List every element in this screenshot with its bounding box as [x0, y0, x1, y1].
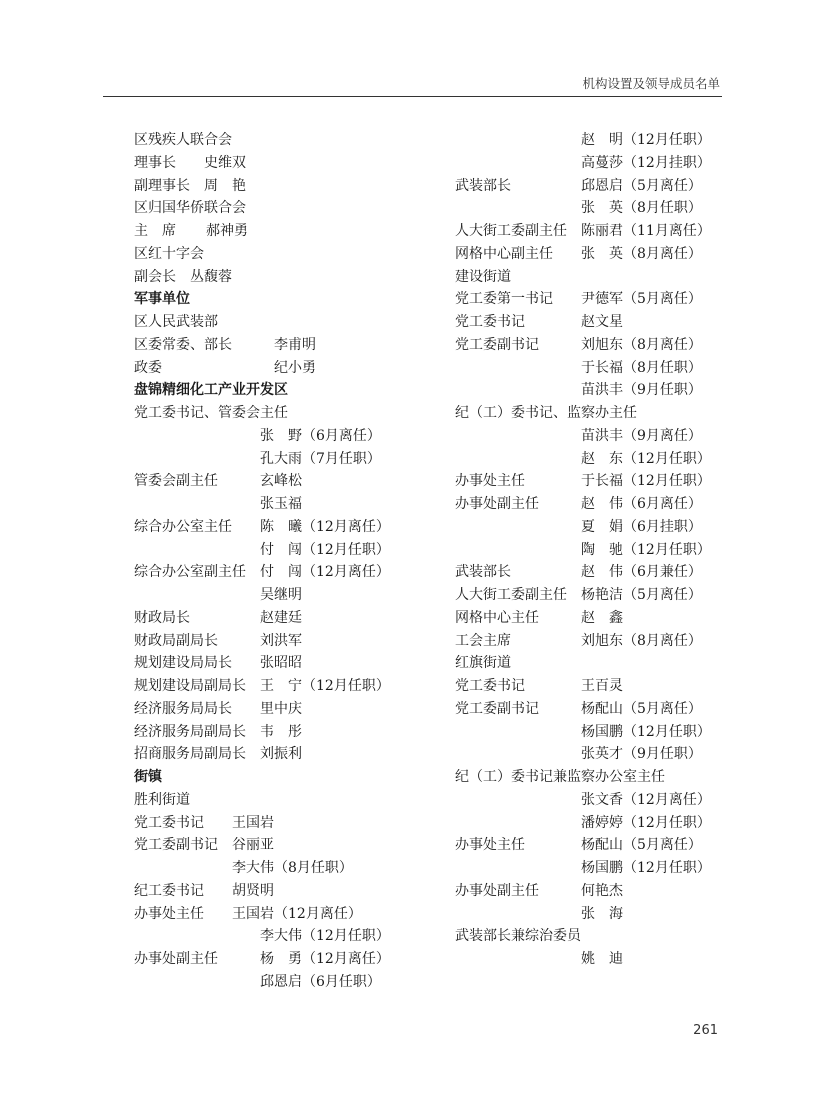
- person-name: 杨国鹏（12月任职）: [581, 723, 711, 740]
- running-header-title: 机构设置及领导成员名单: [582, 76, 720, 91]
- position-title: 人大街工委副主任: [455, 223, 567, 239]
- position-title: 区归国华侨联合会: [134, 200, 246, 217]
- roster-row: [134, 311, 434, 334]
- roster-row: [455, 698, 725, 721]
- person-name: 张英才（9月任职）: [581, 746, 702, 763]
- position-title: 建设街道: [455, 268, 511, 285]
- position-title: 盘锦精细化工产业开发区: [134, 382, 288, 399]
- position-title: 党工委书记: [134, 814, 204, 831]
- roster-row: [134, 834, 434, 857]
- position-title: 办事处主任: [134, 905, 204, 922]
- position-title: 办事处主任: [455, 837, 525, 854]
- position-title: 副会长: [134, 268, 176, 285]
- position-title: 财政局长: [134, 609, 190, 626]
- person-name: 李大伟（12月任职）: [260, 928, 390, 945]
- person-name: 杨艳洁（5月离任）: [581, 587, 702, 603]
- person-name: 刘旭东（8月离任）: [581, 336, 702, 353]
- roster-row: [455, 834, 725, 857]
- person-name: 赵 伟（6月兼任）: [581, 564, 702, 581]
- roster-row: [455, 379, 725, 402]
- roster-row: [455, 584, 725, 607]
- person-name: 刘旭东（8月离任）: [581, 632, 702, 649]
- roster-row: [455, 561, 725, 584]
- roster-row: [455, 880, 725, 903]
- roster-row: [455, 493, 725, 516]
- roster-row: [134, 516, 434, 539]
- person-name: 李大伟（8月任职）: [232, 860, 353, 876]
- roster-row: [455, 425, 725, 448]
- roster-row: [455, 175, 725, 198]
- left-column: [134, 129, 434, 994]
- roster-row: [455, 903, 725, 926]
- person-name: 张 野（6月离任）: [260, 427, 381, 444]
- person-name: 赵文星: [581, 314, 623, 330]
- person-name: 里中庆: [260, 700, 302, 717]
- position-title: 办事处副主任: [455, 496, 539, 512]
- person-name: 张 英（8月离任）: [581, 245, 702, 262]
- person-name: 于长福（8月任职）: [581, 359, 702, 376]
- person-name: 赵 明（12月任职）: [581, 132, 711, 148]
- roster-row: [134, 971, 434, 994]
- roster-row: [134, 561, 434, 584]
- position-title: 党工委副书记: [134, 837, 218, 854]
- position-title: 财政局副局长: [134, 632, 218, 649]
- person-name: 张玉福: [260, 496, 302, 512]
- roster-row: [455, 857, 725, 880]
- roster-row: [455, 357, 725, 380]
- person-name: 杨国鹏（12月任职）: [581, 860, 711, 876]
- position-title: 规划建设局副局长: [134, 678, 246, 694]
- person-name: 付 闯（12月任职）: [260, 541, 390, 558]
- roster-row: [455, 402, 725, 425]
- person-name: 高蔓莎（12月挂职）: [581, 154, 711, 171]
- roster-row: [134, 721, 434, 744]
- roster-row: [455, 129, 725, 152]
- roster-row: [455, 925, 725, 948]
- person-name: 孔大雨（7月任职）: [260, 450, 381, 467]
- person-name: 夏 娟（6月挂职）: [581, 518, 702, 535]
- roster-row: [455, 607, 725, 630]
- position-title: 区委常委、部长: [134, 336, 232, 353]
- roster-row: [134, 493, 434, 516]
- roster-row: [455, 539, 725, 562]
- person-name: 郝神勇: [206, 223, 248, 239]
- person-name: 纪小勇: [274, 359, 316, 376]
- person-name: 姚 迪: [581, 951, 623, 967]
- position-title: 武装部长兼综治委员: [455, 928, 581, 945]
- person-name: 苗洪丰（9月离任）: [581, 427, 702, 444]
- roster-row: [455, 675, 725, 698]
- position-title: 武装部长: [455, 177, 511, 194]
- roster-row: [455, 789, 725, 812]
- position-title: 区人民武装部: [134, 314, 218, 330]
- roster-row: [134, 675, 434, 698]
- person-name: 赵 东（12月任职）: [581, 450, 711, 467]
- position-title: 综合办公室主任: [134, 518, 232, 535]
- position-title: 管委会副主任: [134, 473, 218, 490]
- person-name: 张 英（8月任职）: [581, 200, 702, 217]
- position-title: 主 席: [134, 223, 176, 239]
- person-name: 陶 驰（12月任职）: [581, 541, 711, 558]
- roster-row: [134, 425, 434, 448]
- person-name: 赵 伟（6月离任）: [581, 496, 702, 512]
- roster-row: [134, 630, 434, 653]
- roster-row: [455, 311, 725, 334]
- header-divider: [103, 96, 722, 97]
- person-name: 潘婷婷（12月任职）: [581, 814, 711, 831]
- roster-row: [455, 948, 725, 971]
- roster-row: [134, 402, 434, 425]
- position-title: 纪工委书记: [134, 882, 204, 899]
- roster-row: [134, 448, 434, 471]
- person-name: 史维双: [204, 154, 246, 171]
- position-title: 纪（工）委书记兼监察办公室主任: [455, 769, 665, 785]
- roster-row: [455, 652, 725, 675]
- roster-row: [134, 539, 434, 562]
- position-title: 街镇: [134, 769, 162, 785]
- roster-row: [134, 357, 434, 380]
- position-title: 党工委书记、管委会主任: [134, 405, 288, 421]
- roster-row: [134, 152, 434, 175]
- person-name: 刘振利: [260, 746, 302, 763]
- roster-row: [455, 812, 725, 835]
- position-title: 网格中心主任: [455, 609, 539, 626]
- position-title: 网格中心副主任: [455, 245, 553, 262]
- roster-row: [134, 948, 434, 971]
- roster-row: [134, 880, 434, 903]
- roster-row: [134, 175, 434, 198]
- roster-row: [134, 743, 434, 766]
- person-name: 邱恩启（6月任职）: [260, 973, 381, 990]
- person-name: 玄峰松: [260, 473, 302, 490]
- position-title: 综合办公室副主任: [134, 564, 246, 581]
- position-title: 党工委书记: [455, 678, 525, 694]
- roster-row: [455, 220, 725, 243]
- roster-row: [455, 630, 725, 653]
- roster-row: [134, 334, 434, 357]
- person-name: 李甫明: [274, 336, 316, 353]
- roster-row: [455, 766, 725, 789]
- roster-row: [134, 812, 434, 835]
- roster-row: [134, 220, 434, 243]
- position-title: 办事处副主任: [455, 882, 539, 899]
- person-name: 谷丽亚: [232, 837, 274, 854]
- person-name: 杨配山（5月离任）: [581, 837, 702, 854]
- person-name: 杨配山（5月离任）: [581, 700, 702, 717]
- roster-row: [134, 288, 434, 311]
- person-name: 陈 曦（12月离任）: [260, 518, 390, 535]
- roster-row: [455, 266, 725, 289]
- person-name: 张昭昭: [260, 655, 302, 672]
- position-title: 党工委第一书记: [455, 291, 553, 308]
- roster-row: [134, 698, 434, 721]
- person-name: 王 宁（12月任职）: [260, 678, 390, 694]
- position-title: 纪（工）委书记、监察办主任: [455, 405, 637, 421]
- position-title: 党工委书记: [455, 314, 525, 330]
- position-title: 规划建设局局长: [134, 655, 232, 672]
- person-name: 于长福（12月任职）: [581, 473, 711, 490]
- position-title: 政委: [134, 359, 162, 376]
- roster-row: [455, 243, 725, 266]
- person-name: 何艳杰: [581, 882, 623, 899]
- roster-row: [455, 516, 725, 539]
- roster-row: [134, 379, 434, 402]
- roster-row: [455, 743, 725, 766]
- position-title: 经济服务局副局长: [134, 723, 246, 740]
- roster-row: [134, 197, 434, 220]
- position-title: 招商服务局副局长: [134, 746, 246, 763]
- position-title: 办事处副主任: [134, 951, 218, 967]
- position-title: 红旗街道: [455, 655, 511, 672]
- roster-row: [134, 925, 434, 948]
- position-title: 武装部长: [455, 564, 511, 581]
- page-number: 261: [693, 1023, 718, 1038]
- person-name: 刘洪军: [260, 632, 302, 649]
- roster-row: [134, 470, 434, 493]
- person-name: 王国岩（12月离任）: [232, 905, 362, 922]
- person-name: 张 海: [581, 905, 623, 922]
- roster-row: [455, 288, 725, 311]
- person-name: 丛馥蓉: [190, 268, 232, 285]
- roster-row: [455, 470, 725, 493]
- position-title: 工会主席: [455, 632, 511, 649]
- roster-row: [134, 584, 434, 607]
- roster-row: [455, 152, 725, 175]
- person-name: 赵 鑫: [581, 609, 623, 626]
- person-name: 王百灵: [581, 678, 623, 694]
- roster-row: [134, 789, 434, 812]
- roster-row: [134, 857, 434, 880]
- position-title: 军事单位: [134, 291, 190, 308]
- roster-row: [134, 766, 434, 789]
- person-name: 付 闯（12月离任）: [260, 564, 390, 581]
- roster-row: [134, 129, 434, 152]
- position-title: 办事处主任: [455, 473, 525, 490]
- position-title: 胜利街道: [134, 791, 190, 808]
- person-name: 胡贤明: [232, 882, 274, 899]
- person-name: 尹德军（5月离任）: [581, 291, 702, 308]
- position-title: 人大街工委副主任: [455, 587, 567, 603]
- person-name: 张文香（12月离任）: [581, 791, 711, 808]
- position-title: 党工委副书记: [455, 700, 539, 717]
- roster-row: [134, 266, 434, 289]
- position-title: 理事长: [134, 154, 176, 171]
- roster-row: [134, 903, 434, 926]
- person-name: 韦 彤: [260, 723, 302, 740]
- roster-row: [455, 334, 725, 357]
- roster-row: [455, 197, 725, 220]
- person-name: 陈丽君（11月离任）: [581, 223, 711, 239]
- roster-row: [134, 652, 434, 675]
- position-title: 党工委副书记: [455, 336, 539, 353]
- right-column: [455, 129, 725, 971]
- person-name: 邱恩启（5月离任）: [581, 177, 702, 194]
- person-name: 王国岩: [232, 814, 274, 831]
- person-name: 赵建廷: [260, 609, 302, 626]
- position-title: 经济服务局局长: [134, 700, 232, 717]
- person-name: 杨 勇（12月离任）: [260, 951, 390, 967]
- roster-row: [455, 721, 725, 744]
- roster-row: [134, 243, 434, 266]
- person-name: 周 艳: [204, 177, 246, 194]
- roster-row: [134, 607, 434, 630]
- position-title: 区红十字会: [134, 245, 204, 262]
- person-name: 苗洪丰（9月任职）: [581, 382, 702, 399]
- position-title: 副理事长: [134, 177, 190, 194]
- position-title: 区残疾人联合会: [134, 132, 232, 148]
- roster-row: [455, 448, 725, 471]
- person-name: 吴继明: [260, 587, 302, 603]
